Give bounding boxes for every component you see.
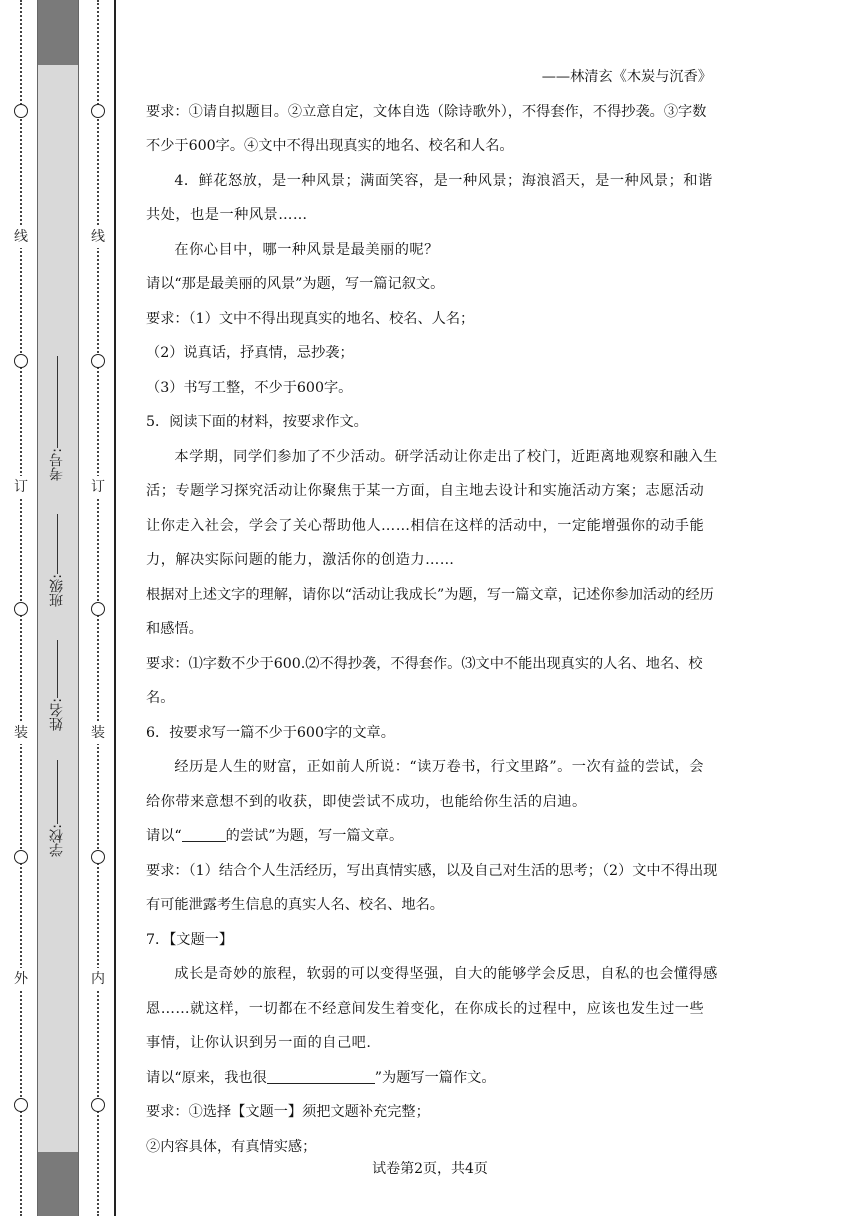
class-label: 班级: bbox=[49, 574, 65, 607]
q5-task: 根据对上述文字的理解，请你以“活动让我成长”为题，写一篇文章，记述你参加活动的经历和感悟。 bbox=[146, 586, 714, 637]
outer-circle-mark bbox=[14, 354, 28, 368]
outer-staple-mark: 装 bbox=[10, 722, 32, 744]
q7-material: 成长是奇妙的旅程，软弱的可以变得坚强，自大的能够学会反思，自私的也会懂得感恩……就这样，一切都在不经意间发生着变化，在你成长的过程中，应该也发生过一些事情，让你认识到另一面的自己吧. bbox=[146, 966, 718, 1051]
q7-task bbox=[146, 1061, 718, 1096]
inner-side-mark: 内 bbox=[87, 968, 109, 990]
binding-margin bbox=[0, 0, 118, 1216]
q4-requirement-3: （3）书写工整，不少于600字。 bbox=[146, 379, 353, 396]
inner-circle-mark bbox=[91, 354, 105, 368]
inner-circle-mark bbox=[91, 850, 105, 864]
exam-number-label: 考号: bbox=[49, 448, 65, 481]
inner-circle-mark bbox=[91, 104, 105, 118]
q4-prompt: 4．鲜花怒放，是一种风景；满面笑容，是一种风景；海浪滔天，是一种风景；和谐共处，也是一种风景…… bbox=[146, 172, 713, 223]
q6-material: 经历是人生的财富，正如前人所说：“读万卷书，行文里路”。一次有益的尝试，会给你带来意想不到的收获，即使尝试不成功，也能给你生活的启迪。 bbox=[146, 759, 704, 810]
q6-heading: 6．按要求写一篇不少于600字的文章。 bbox=[146, 724, 395, 741]
name-underline bbox=[57, 640, 58, 698]
inner-circle-mark bbox=[91, 1098, 105, 1112]
outer-circle-mark bbox=[14, 602, 28, 616]
q4-requirement-2: （2）说真话，抒真情，忌抄袭； bbox=[146, 345, 354, 361]
q7-title-blank[interactable] bbox=[267, 1068, 375, 1083]
q6-task-suffix: 的尝试”为题，写一篇文章。 bbox=[225, 828, 404, 844]
q4-task: 请以“那是最美丽的风景”为题，写一篇记叙文。 bbox=[146, 276, 445, 292]
inner-circle-mark bbox=[91, 602, 105, 616]
q6-task bbox=[146, 819, 718, 854]
q4-question: 在你心目中，哪一种风景是最美丽的呢？ bbox=[174, 241, 439, 258]
q5-material: 本学期，同学们参加了不少活动。研学活动让你走出了校门，近距离地观察和融入生活；专题学习探究活动让你聚焦于某一方面，自主地去设计和实施活动方案；志愿活动让你走入社会，学会了关心帮助他人……相信在这样的活动中，一定能增强你的动手能力，解决实际问题的能力，激活你的创造力…… bbox=[146, 448, 718, 568]
class-field[interactable] bbox=[40, 510, 74, 607]
q7-task-prefix: 请以“原来，我也很 bbox=[146, 1069, 267, 1086]
q6-task-prefix: 请以“ bbox=[146, 828, 182, 844]
class-underline bbox=[57, 514, 58, 574]
outer-circle-mark bbox=[14, 104, 28, 118]
q7-heading: 7．【文题一】 bbox=[146, 931, 234, 948]
q4-requirement-1: 要求：（1）文中不得出现真实的地名、校名、人名； bbox=[146, 310, 475, 327]
school-field[interactable] bbox=[40, 756, 74, 857]
margin-border-rule bbox=[114, 0, 116, 1216]
outer-line-mark: 线 bbox=[10, 226, 32, 248]
inner-line-mark: 线 bbox=[87, 226, 109, 248]
band-top-block bbox=[38, 0, 78, 65]
inner-staple-mark: 装 bbox=[87, 722, 109, 744]
q7-task-suffix: ”为题写一篇作文。 bbox=[374, 1069, 496, 1086]
exam-content bbox=[146, 60, 718, 1164]
school-label: 学校: bbox=[49, 824, 65, 857]
exam-number-underline bbox=[57, 356, 58, 448]
q6-title-blank[interactable] bbox=[182, 827, 226, 842]
outer-bind-mark: 订 bbox=[10, 476, 32, 498]
name-field[interactable] bbox=[40, 636, 74, 731]
name-label: 姓名: bbox=[49, 698, 65, 731]
outer-circle-mark bbox=[14, 850, 28, 864]
q7-requirement-2: ②内容具体，有真情实感； bbox=[146, 1138, 317, 1155]
q5-requirements: 要求：⑴字数不少于600.⑵不得抄袭，不得套作。⑶文中不能出现真实的人名、地名、校名。 bbox=[146, 655, 703, 706]
inner-bind-mark: 订 bbox=[87, 476, 109, 498]
quote-source: ——林清玄《木炭与沉香》 bbox=[541, 69, 712, 85]
outer-circle-mark bbox=[14, 1098, 28, 1112]
q6-requirements: 要求：（1）结合个人生活经历，写出真情实感，以及自己对生活的思考；（2）文中不得出现有可能泄露考生信息的真实人名、校名、地名。 bbox=[146, 862, 718, 913]
q3-requirements: 要求：①请自拟题目。②立意自定，文体自选（除诗歌外），不得套作，不得抄袭。③字数不少于600字。④文中不得出现真实的地名、校名和人名。 bbox=[146, 103, 707, 154]
q7-requirement-1: 要求：①选择【文题一】须把文题补充完整； bbox=[146, 1104, 430, 1120]
school-underline bbox=[57, 760, 58, 824]
page-footer: 试卷第2页，共4页 bbox=[372, 1161, 488, 1177]
exam-number-field[interactable] bbox=[40, 352, 74, 481]
student-info-band bbox=[37, 0, 79, 1216]
outer-side-mark: 外 bbox=[10, 968, 32, 990]
q5-heading: 5．阅读下面的材料，按要求作文。 bbox=[146, 414, 368, 430]
